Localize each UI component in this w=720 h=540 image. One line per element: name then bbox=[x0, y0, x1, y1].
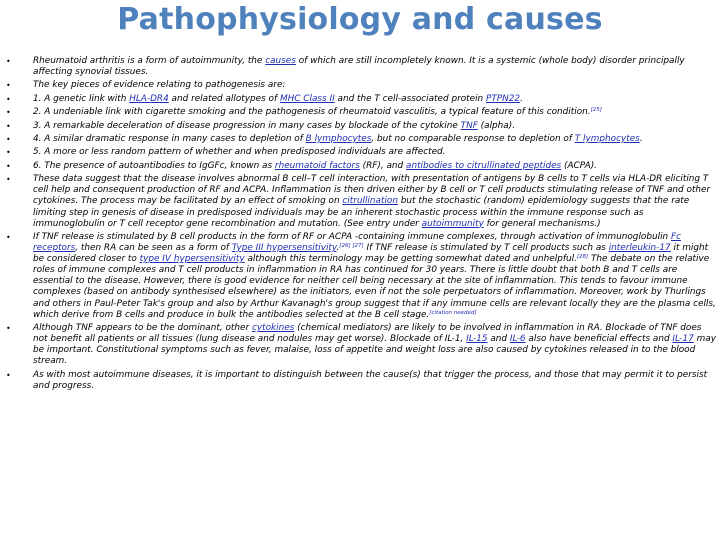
wiki-link[interactable]: citrullination bbox=[342, 196, 398, 207]
list-item bbox=[6, 80, 718, 91]
list-item bbox=[6, 56, 718, 78]
item-text: and the T cell-associated protein bbox=[334, 93, 487, 104]
bullet-list bbox=[6, 56, 718, 394]
citation-ref[interactable]: [26] [27] bbox=[339, 243, 364, 250]
wiki-link[interactable]: antibodies to citrullinated peptides bbox=[406, 160, 562, 171]
item-text: for general mechanisms.) bbox=[483, 218, 601, 229]
item-text: 2. A undeniable link with cigarette smoking and the pathogenesis of rheumatoid vasculitis, a typical feature of this condition. bbox=[33, 107, 591, 118]
list-item bbox=[6, 161, 718, 172]
list-item bbox=[6, 370, 718, 392]
bullet-icon: • bbox=[6, 232, 11, 242]
list-item bbox=[6, 107, 718, 118]
item-text: . bbox=[336, 243, 340, 254]
bullet-icon: • bbox=[6, 81, 11, 91]
bullet-icon: • bbox=[6, 175, 11, 185]
bullet-icon: • bbox=[6, 94, 11, 104]
wiki-link[interactable]: interleukin-17 bbox=[608, 243, 671, 254]
list-item bbox=[6, 121, 718, 132]
item-text: 3. A remarkable deceleration of disease progression in many cases by blockade of the cytokine bbox=[33, 120, 461, 131]
page-title: Pathophysiology and causes bbox=[117, 2, 603, 37]
wiki-link[interactable]: HLA-DR4 bbox=[129, 93, 169, 104]
bullet-icon: • bbox=[6, 57, 11, 66]
item-text: of which are still incompletely known. It is a systemic (whole body) disorder principally affecting synovial tissues. bbox=[33, 56, 685, 78]
item-text: The debate on the relative roles of immune complexes and T cell products in inflammation in RA has continued for 30 years. There is little doubt that both B and T cells are essential to the disease. However, there is good evidence for neither cell being necessary at the site of inflammation. This tends to favour immune complexes (based on antibody synthesised elsewhere) as the initiators, even if not the sole perpetuators of inflammation. Moreover, work by Thurlings and others in Paul-Peter Tak's group and also by Arthur Kavanagh's group suggest that if any immune cells are relevant locally they are the plasma cells, which derive from B cells and produce in bulk the antibodies selected at the B cell stage. bbox=[33, 254, 716, 320]
bullet-icon: • bbox=[6, 121, 11, 131]
item-text: (chemical mediators) are likely to be involved in inflammation in RA. Blockade of TNF does not benefit all patients or all tissues (lung disease and nodules may get worse). Blockade of IL-1, bbox=[33, 323, 702, 345]
item-text: . bbox=[520, 93, 523, 104]
wiki-link[interactable]: IL-17 bbox=[672, 334, 694, 345]
item-text: but the stochastic (random) epidemiology suggests that the rate limiting step in genesis of disease in predisposed individuals may be an inherent stochastic process within the immune response such as immunoglobulin or T cell receptor gene recombination and mutation. (See entry under bbox=[33, 196, 690, 229]
item-text: . bbox=[639, 134, 643, 145]
item-text: , but no comparable response to depletion of bbox=[371, 134, 575, 145]
bullet-icon: • bbox=[6, 370, 11, 380]
item-text: (alpha). bbox=[477, 120, 516, 131]
citation-ref[interactable]: [citation needed] bbox=[429, 309, 477, 316]
item-text: although this terminology may be getting somewhat dated and unhelpful. bbox=[244, 254, 577, 265]
wiki-link[interactable]: autoimmunity bbox=[421, 218, 484, 229]
list-item bbox=[6, 134, 718, 145]
item-text: The key pieces of evidence relating to pathogenesis are: bbox=[33, 80, 286, 91]
list-item bbox=[6, 323, 718, 367]
wiki-link[interactable]: causes bbox=[265, 56, 296, 66]
item-text: These data suggest that the disease involves abnormal B cell–T cell interaction, with presentation of antigens by B cells to T cells via HLA-DR eliciting T cell help and consequent production of RF and ACPA. Inflammation is then driven either by B cell or T cell products stimulating release of TNF and other cytokines. The process may be facilitated by an effect of smoking on bbox=[33, 174, 711, 207]
list-item bbox=[6, 174, 718, 229]
item-text: 6. The presence of autoantibodies to IgGFc, known as bbox=[33, 160, 275, 171]
item-text: If TNF release is stimulated by T cell products such as bbox=[363, 243, 609, 254]
wiki-link[interactable]: Type III hypersensitivity bbox=[231, 243, 337, 254]
item-text: and related allotypes of bbox=[168, 93, 280, 104]
wiki-link[interactable]: Fc receptors bbox=[33, 231, 681, 254]
list-item bbox=[6, 94, 718, 105]
wiki-link[interactable]: TNF bbox=[460, 120, 478, 131]
wiki-link[interactable]: PTPN22 bbox=[486, 93, 521, 104]
wiki-link[interactable]: T lymphocytes bbox=[574, 134, 640, 145]
wiki-link[interactable]: MHC Class II bbox=[279, 93, 335, 104]
item-text: also have beneficial effects and bbox=[525, 334, 673, 345]
wiki-link[interactable]: rheumatoid factors bbox=[274, 160, 360, 171]
item-text: and bbox=[487, 334, 510, 345]
item-text: 1. A genetic link with bbox=[33, 93, 130, 104]
list-item bbox=[6, 232, 718, 321]
item-text: 5. A more or less random pattern of whether and when predisposed individuals are affected. bbox=[33, 147, 446, 158]
bullet-icon: • bbox=[6, 148, 11, 158]
item-text: 4. A similar dramatic response in many cases to depletion of bbox=[33, 134, 306, 145]
citation-ref[interactable]: [25] bbox=[590, 107, 602, 114]
item-text: Although TNF appears to be the dominant, other bbox=[33, 323, 252, 334]
item-text: may be important. Constitutional symptoms such as fever, malaise, loss of appetite and weight loss are also caused by cytokines released in to the blood stream. bbox=[33, 334, 716, 367]
wiki-link[interactable]: IL-6 bbox=[509, 334, 526, 345]
list-item bbox=[6, 147, 718, 158]
citation-ref[interactable]: [28] bbox=[576, 254, 589, 261]
bullet-icon: • bbox=[6, 108, 11, 118]
bullet-icon: • bbox=[6, 324, 11, 334]
wiki-link[interactable]: B lymphocytes bbox=[305, 134, 372, 145]
wiki-link[interactable]: cytokines bbox=[251, 323, 295, 334]
item-text: If TNF release is stimulated by B cell products in the form of RF or ACPA -containing immune complexes, through activation of immunoglobulin bbox=[33, 231, 671, 242]
wiki-link[interactable]: type IV hypersensitivity bbox=[139, 254, 245, 265]
item-text: Rheumatoid arthritis is a form of autoimmunity, the bbox=[33, 56, 266, 66]
item-text: (RF), and bbox=[359, 160, 407, 171]
item-text: , then RA can be seen as a form of bbox=[75, 243, 232, 254]
bullet-icon: • bbox=[6, 135, 11, 145]
item-text: As with most autoimmune diseases, it is important to distinguish between the cause(s) that trigger the process, and those that may permit it to persist and progress. bbox=[33, 369, 708, 391]
item-text: (ACPA). bbox=[561, 160, 597, 171]
bullet-icon: • bbox=[6, 161, 11, 171]
item-text: it might be considered closer to bbox=[33, 243, 709, 265]
wiki-link[interactable]: IL-15 bbox=[466, 334, 488, 345]
